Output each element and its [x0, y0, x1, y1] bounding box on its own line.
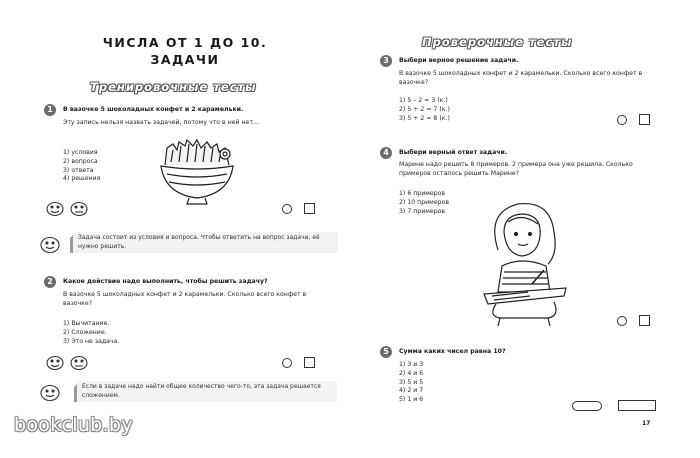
question-number-3: 3: [380, 55, 392, 67]
option[interactable]: 3) 5 + 2 = 8 (к.): [399, 114, 450, 122]
question-3-options: [399, 97, 450, 123]
chapter-title: [60, 34, 310, 68]
question-3-text: В вазочке 5 шоколадных конфет и 2 карамельки. Сколько всего конфет в вазочке?: [399, 70, 643, 86]
hint-2-text: Если в задаче надо найти общее количество чего-то, эта задача решается сложением.: [82, 383, 321, 399]
question-4-title: Выбери верный ответ задачи.: [399, 149, 508, 156]
right-page: [350, 0, 700, 458]
question-1-options: [63, 149, 100, 184]
hint-box-2: [74, 381, 337, 402]
option[interactable]: 2) Сложение.: [63, 328, 107, 336]
option[interactable]: 4) 2 и 7: [399, 387, 424, 395]
hint-1-text: Задача состоит из условия и вопроса. Чтобы ответить на вопрос задачи, её нужно решить.: [78, 234, 320, 250]
option[interactable]: 1) условия: [63, 149, 98, 156]
question-4-options: [399, 190, 449, 216]
question-1-text: Эту запись нельзя назвать задачей, потому что в ней нет...: [63, 119, 259, 126]
answer-circle-3[interactable]: [617, 115, 627, 125]
answer-pill-5[interactable]: [572, 401, 602, 411]
chapter-title-line2: ЗАДАЧИ: [150, 52, 220, 67]
answer-square-1[interactable]: [304, 203, 315, 214]
question-1-title: В вазочке 5 шоколадных конфет и 2 карамельки.: [63, 106, 244, 113]
watermark: bookclub.by: [14, 414, 133, 436]
question-number-2: 2: [44, 276, 56, 288]
hint-face-icon: [38, 235, 62, 255]
smiley-faces-icon: [45, 355, 91, 371]
question-2-title: Какое действие надо выполнить, чтобы решить задачу?: [63, 278, 268, 285]
chapter-title-line1: ЧИСЛА ОТ 1 ДО 10.: [102, 35, 268, 50]
hint-face-icon: [38, 383, 62, 403]
candy-bowl-icon: [155, 136, 239, 208]
answer-circle-1[interactable]: [282, 204, 292, 214]
option[interactable]: 2) 10 примеров: [399, 198, 449, 206]
option[interactable]: 3) 7 примеров: [399, 207, 446, 215]
option[interactable]: 1) 3 и 3: [399, 361, 424, 368]
girl-studying-icon: [478, 192, 570, 327]
option[interactable]: 3) 5 и 5: [399, 378, 424, 386]
answer-circle-4[interactable]: [617, 316, 627, 326]
question-number-5: 5: [380, 346, 392, 358]
answer-circle-2[interactable]: [282, 358, 292, 368]
answer-square-4[interactable]: [639, 315, 650, 326]
question-2-text: В вазочке 5 шоколадных конфет и 2 карамельки. Сколько всего конфет в вазочке?: [63, 291, 307, 307]
option[interactable]: 2) 5 + 2 = 7 (к.): [399, 105, 450, 113]
option[interactable]: 4) решения: [63, 175, 101, 183]
section-title-check: Проверочные тесты: [422, 35, 573, 49]
option[interactable]: 1) 6 примеров: [399, 190, 446, 197]
option[interactable]: 1) Вычитание.: [63, 320, 110, 327]
hint-box-1: [70, 232, 338, 253]
question-2-options: [63, 320, 119, 346]
answer-rect-5[interactable]: [618, 400, 656, 411]
smiley-faces-icon: [45, 201, 91, 217]
question-3-title: Выбери верное решение задачи.: [399, 57, 519, 64]
question-5-options: [399, 361, 423, 405]
option[interactable]: 3) ответа: [63, 166, 94, 174]
question-number-4: 4: [380, 147, 392, 159]
option[interactable]: 2) 4 и 6: [399, 369, 424, 377]
option[interactable]: 2) вопроса: [63, 157, 98, 165]
question-5-title: Сумма каких чисел равна 10?: [399, 348, 506, 355]
answer-square-2[interactable]: [304, 357, 315, 368]
page-number: 17: [642, 420, 651, 427]
option[interactable]: 1) 5 – 2 = 3 (к.): [399, 97, 448, 104]
option[interactable]: 3) Это не задача.: [63, 337, 120, 345]
answer-square-3[interactable]: [639, 114, 650, 125]
section-title-training: Тренировочные тесты: [90, 80, 257, 94]
option[interactable]: 5) 1 и 6: [399, 396, 424, 404]
question-4-text: Марине надо решить 8 примеров. 2 примера она уже решила. Сколько примеров осталось решить Марине?: [399, 161, 633, 177]
question-number-1: 1: [44, 104, 56, 116]
